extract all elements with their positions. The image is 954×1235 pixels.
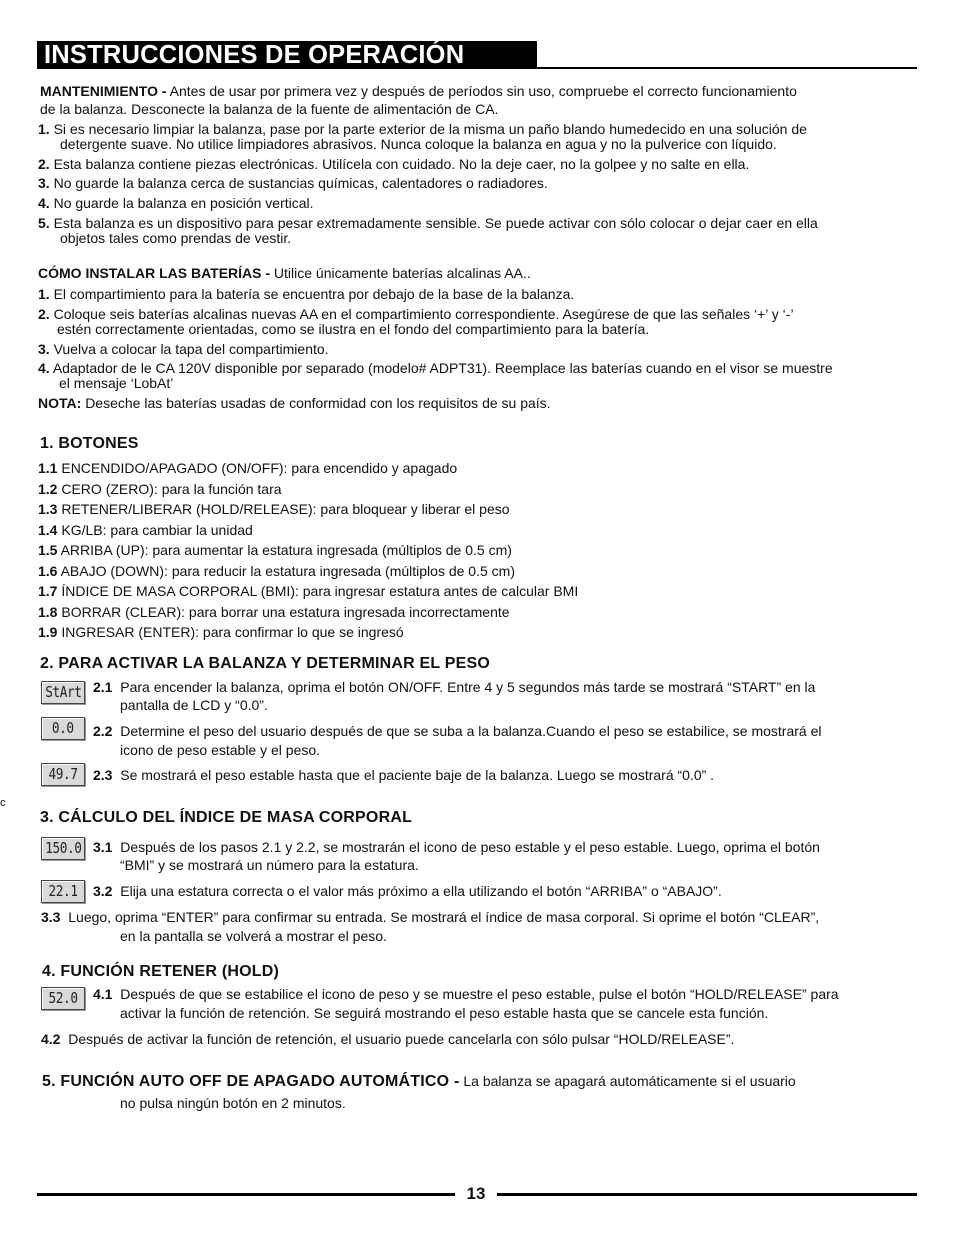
maintenance-item: 2. Esta balanza contiene piezas electrónicas. Utilícela con cuidado. No la deje caer, no la golpee y no salte en ella. [38,156,750,172]
header-rule [537,67,917,69]
step-text: 3.3 Luego, oprima “ENTER” para confirmar su entrada. Se mostrará el índice de masa corporal. Si oprime el botón “CLEAR”, [41,909,820,925]
section-5-heading: 5. FUNCIÓN AUTO OFF DE APAGADO AUTOMÁTICO - [42,1073,460,1090]
lcd-display-bmi: 22.1 [41,880,85,903]
lcd-display-hold: 52.0 [41,987,85,1010]
step-text-cont: icono de peso estable y el peso. [120,742,321,758]
margin-mark: c [0,797,6,809]
section-5-line-1: 5. FUNCIÓN AUTO OFF DE APAGADO AUTOMÁTICO - La balanza se apagará automáticamente si el usuario [42,1073,796,1090]
battery-item: 4. Adaptador de le CA 120V disponible por separado (modelo# ADPT31). Reemplace las baterías cuando en el visor se muestre [38,360,833,376]
page-header [37,41,917,69]
batteries-intro: CÓMO INSTALAR LAS BATERÍAS - Utilice únicamente baterías alcalinas AA.. [38,265,531,281]
maintenance-item-cont: detergente suave. No utilice limpiadores abrasivos. Nunca coloque la balanza en agua y no la pulverice con líquido. [60,136,777,152]
maintenance-label: MANTENIMIENTO - [40,83,167,99]
maintenance-intro-line-2: de la balanza. Desconecte la balanza de la fuente de alimentación de CA. [40,101,499,117]
button-list-item: 1.1 ENCENDIDO/APAGADO (ON/OFF): para encendido y apagado [38,460,458,476]
step-text: 2.2 Determine el peso del usuario después de que se suba a la balanza.Cuando el peso se estabilice, se mostrará el [93,723,822,739]
step-text: 2.1 Para encender la balanza, oprima el botón ON/OFF. Entre 4 y 5 segundos más tarde se mostrará “START” en la [93,679,816,695]
step-text-cont: pantalla de LCD y “0.0”. [120,697,268,713]
button-list-item: 1.5 ARRIBA (UP): para aumentar la estatura ingresada (múltiplos de 0.5 cm) [38,542,512,558]
button-list-item: 1.9 INGRESAR (ENTER): para confirmar lo que se ingresó [38,624,404,640]
section-2-heading: 2. PARA ACTIVAR LA BALANZA Y DETERMINAR EL PESO [40,655,491,672]
step-text: 2.3 Se mostrará el peso estable hasta que el paciente baje de la balanza. Luego se mostrará “0.0” . [93,767,715,783]
step-text-cont: activar la función de retención. Se seguirá mostrando el peso estable hasta que se cancele esta función. [120,1005,769,1021]
header-title-box [37,41,537,69]
step-text-cont: en la pantalla se volverá a mostrar el peso. [120,928,387,944]
button-list-item: 1.3 RETENER/LIBERAR (HOLD/RELEASE): para bloquear y liberar el peso [38,501,510,517]
lcd-display-zero: 0.0 [41,717,85,740]
page-title: INSTRUCCIONES DE OPERACIÓN [44,41,465,69]
battery-item-cont: el mensaje ‘LobAt’ [59,375,174,391]
button-list-item: 1.7 ÍNDICE DE MASA CORPORAL (BMI): para ingresar estatura antes de calcular BMI [38,583,579,599]
lcd-display-height: 150.0 [41,837,85,860]
section-4-heading: 4. FUNCIÓN RETENER (HOLD) [42,963,279,980]
maintenance-item: 1. Si es necesario limpiar la balanza, pase por la parte exterior de la misma un paño blando humedecido en una solución de [38,121,807,137]
button-list-item: 1.6 ABAJO (DOWN): para reducir la estatura ingresada (múltiplos de 0.5 cm) [38,563,515,579]
maintenance-intro-line-1: MANTENIMIENTO - Antes de usar por primera vez y después de períodos sin uso, compruebe el correcto funcionamiento [40,83,797,99]
footer-rule-right [497,1193,917,1196]
button-list-item: 1.2 CERO (ZERO): para la función tara [38,481,282,497]
step-text: 3.1 Después de los pasos 2.1 y 2.2, se mostrarán el icono de peso estable y el peso estable. Luego, oprima el botón [93,839,820,855]
button-list-item: 1.8 BORRAR (CLEAR): para borrar una estatura ingresada incorrectamente [38,604,510,620]
maintenance-item: 3. No guarde la balanza cerca de sustancias químicas, calentadores o radiadores. [38,175,548,191]
button-list-item: 1.4 KG/LB: para cambiar la unidad [38,522,253,538]
step-text: 4.1 Después de que se estabilice el icono de peso y se muestre el peso estable, pulse el botón “HOLD/RELEASE” para [93,986,839,1002]
section-3-heading: 3. CÁLCULO DEL ÍNDICE DE MASA CORPORAL [40,809,413,826]
battery-note: NOTA: Deseche las baterías usadas de conformidad con los requisitos de su país. [38,395,551,411]
battery-item: 1. El compartimiento para la batería se encuentra por debajo de la base de la balanza. [38,286,575,302]
page-number: 13 [466,1184,486,1203]
step-text: 3.2 Elija una estatura correcta o el valor más próximo a ella utilizando el botón “ARRIBA” o “ABAJO”. [93,883,722,899]
maintenance-item: 5. Esta balanza es un dispositivo para pesar extremadamente sensible. Se puede activar con sólo colocar o dejar caer en ella [38,215,818,231]
step-text-cont: “BMI” y se mostrará un número para la estatura. [120,857,419,873]
footer-rule-left [37,1193,455,1196]
batteries-label: CÓMO INSTALAR LAS BATERÍAS - [38,265,271,281]
maintenance-item-cont: objetos tales como prendas de vestir. [60,230,292,246]
section-5-line-2: no pulsa ningún botón en 2 minutos. [120,1095,346,1111]
lcd-display-start: StArt [41,681,85,704]
battery-item: 3. Vuelva a colocar la tapa del compartimiento. [38,341,329,357]
battery-item: 2. Coloque seis baterías alcalinas nuevas AA en el compartimiento correspondiente. Asegúrese de que las señales ‘+’ y ‘-’ [38,306,794,322]
battery-item-cont: estén correctamente orientadas, como se ilustra en el fondo del compartimiento para la batería. [57,321,650,337]
section-1-heading: 1. BOTONES [40,435,139,452]
maintenance-item: 4. No guarde la balanza en posición vertical. [38,195,314,211]
step-text: 4.2 Después de activar la función de retención, el usuario puede cancelarla con sólo pulsar “HOLD/RELEASE”. [41,1031,735,1047]
lcd-display-weight: 49.7 [41,763,85,786]
